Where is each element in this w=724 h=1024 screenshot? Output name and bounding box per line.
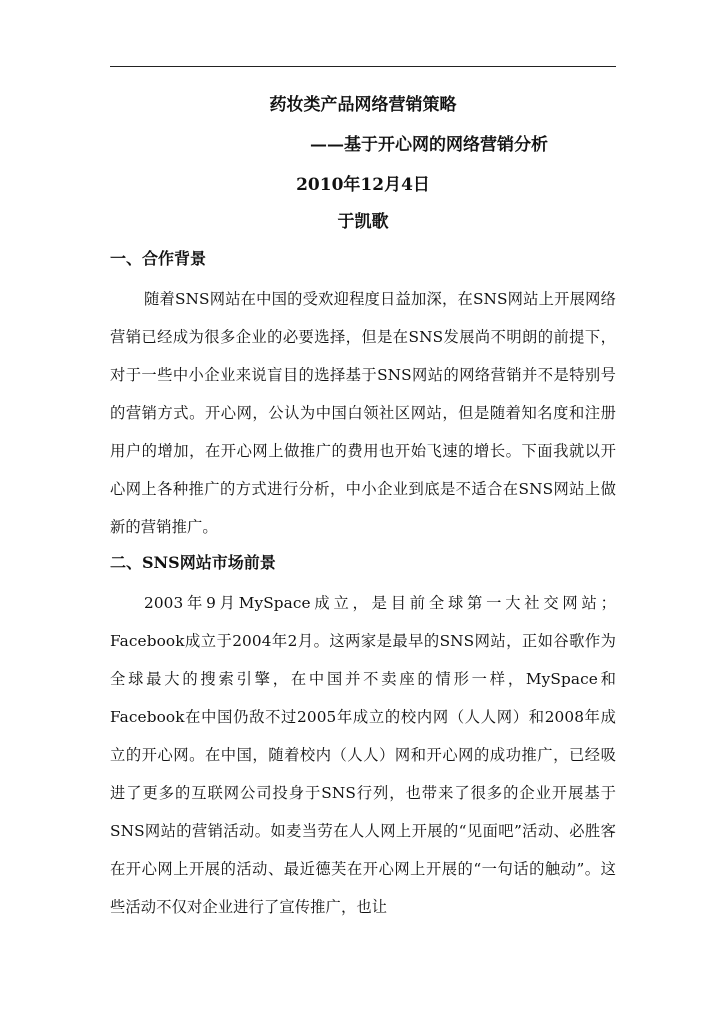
section-paragraph-market: 2003年9月MySpace成立，是目前全球第一大社交网站；Facebook成立于2004年2月。这两家是最早的SNS网站，正如谷歌作为全球最大的搜索引擎，在中国并不卖座的情形一样，MySpace和Facebook在中国仍敌不过2005年成立的校内网（人人网）和2008年成立的开心网。在中国，随着校内（人人）网和开心网的成功推广，已经吸进了更多的互联网公司投身于SNS行列，也带来了很多的企业开展基于SNS网站的营销活动。如麦当劳在人人网上开展的“见面吧”活动、必胜客在开心网上开展的活动、最近德芙在开心网上开展的“一句话的触动”。这些活动不仅对企业进行了宣传推广，也让 [110, 594, 616, 916]
document-date: 2010年12月4日 [296, 175, 430, 195]
document-author: 于凯歌 [337, 212, 389, 232]
header-rule [110, 66, 616, 67]
section-heading-market: 二、SNS网站市场前景 [110, 553, 276, 572]
section-paragraph-background: 随着SNS网站在中国的受欢迎程度日益加深，在SNS网站上开展网络营销已经成为很多企业的必要选择，但是在SNS发展尚不明朗的前提下，对于一些中小企业来说盲目的选择基于SNS网站的网络营销并不是特别号的营销方式。开心网，公认为中国白领社区网站，但是随着知名度和注册用户的增加，在开心网上做推广的费用也开始飞速的增长。下面我就以开心网上各种推广的方式进行分析，中小企业到底是不适合在SNS网站上做新的营销推广。 [110, 290, 616, 536]
document-subtitle: ——基于开心网的网络营销分析 [310, 135, 548, 155]
section-heading-background: 一、合作背景 [110, 249, 207, 268]
document-title: 药妆类产品网络营销策略 [269, 95, 457, 115]
